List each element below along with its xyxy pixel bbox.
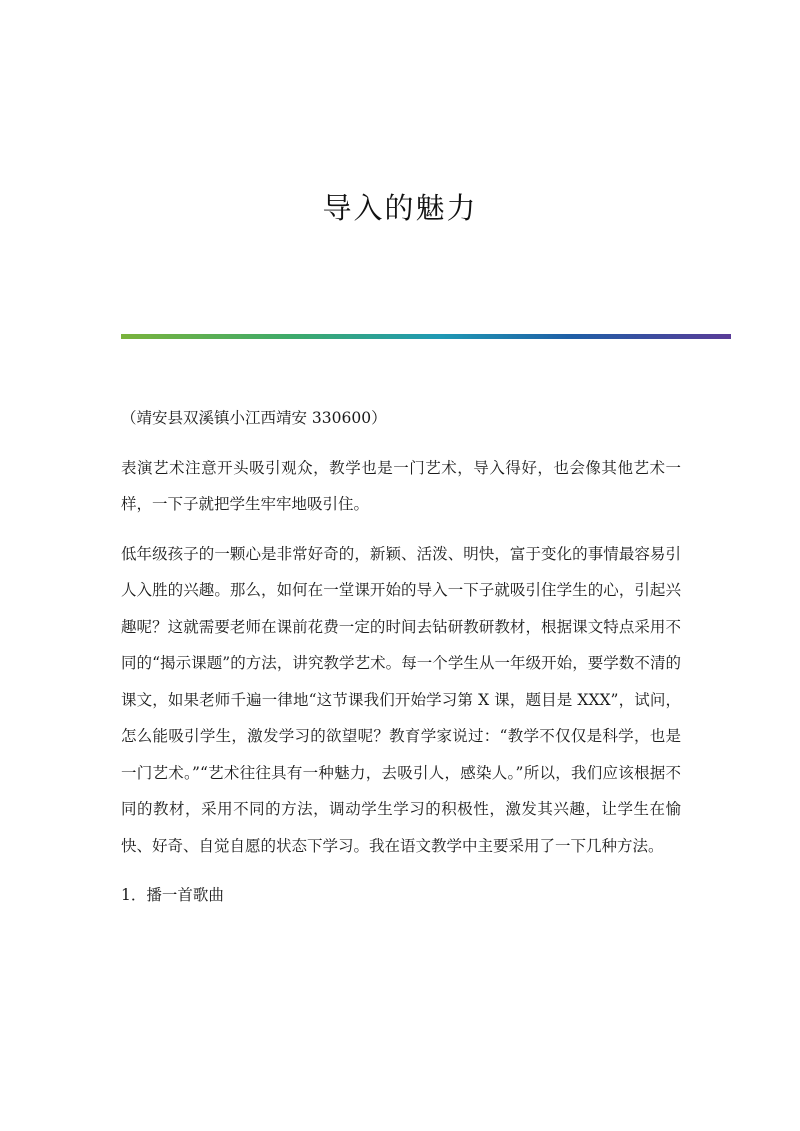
section-heading: 1．播一首歌曲 (121, 886, 224, 904)
paragraph-intro: 表演艺术注意开头吸引观众，教学也是一门艺术，导入得好，也会像其他艺术一样，一下子就把学生牢牢地吸引住。 (121, 458, 681, 513)
author-affiliation: （靖安县双溪镇小江西靖安 330600） (121, 409, 387, 427)
gradient-divider (121, 334, 731, 339)
paragraph-main: 低年级孩子的一颗心是非常好奇的，新颖、活泼、明快，富于变化的事情最容易引人入胜的兴趣。那么，如何在一堂课开始的导入一下子就吸引住学生的心，引起兴趣呢？这就需要老师在课前花费一定的时间去钻研教研教材，根据课文特点采用不同的“揭示课题”的方法，讲究教学艺术。每一个学生从一年级开始，要学数不清的课文，如果老师千遍一律地“这节课我们开始学习第 X 课，题目是 XXX”，试问，怎么能吸引学生，激发学习的欲望呢？教育学家说过：“教学不仅仅是科学，也是一门艺术。”“艺术往往具有一种魅力，去吸引人，感染人。”所以，我们应该根据不同的教材，采用不同的方法，调动学生学习的积极性，激发其兴趣，让学生在愉快、好奇、自觉自愿的状态下学习。我在语文教学中主要采用了一下几种方法。 (121, 544, 681, 855)
document-title: 导入的魅力 (322, 191, 478, 225)
document-body (121, 400, 681, 927)
